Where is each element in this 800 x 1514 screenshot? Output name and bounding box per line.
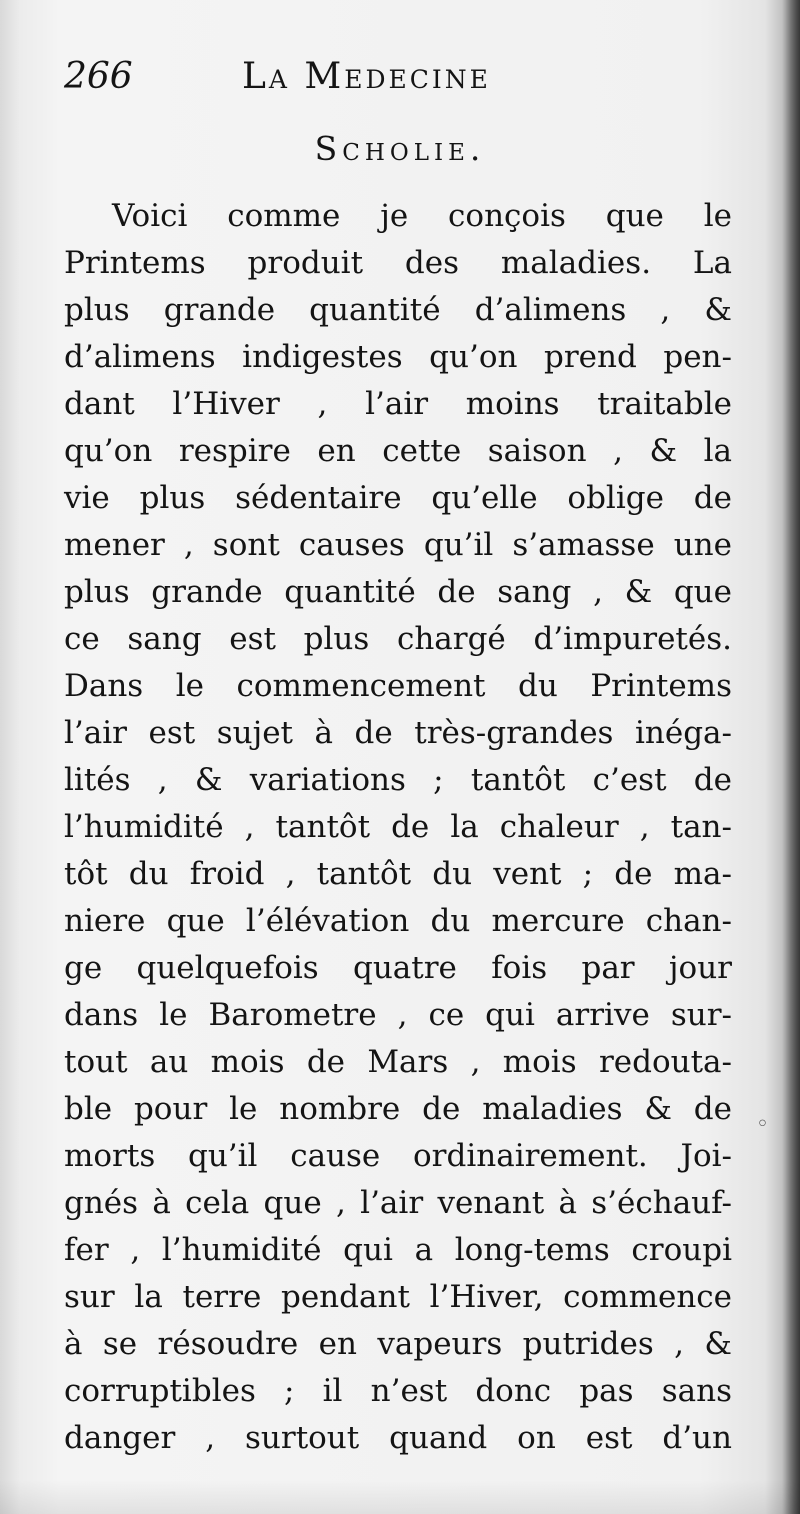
text-line: Dans le commencement du Printems [64,668,732,704]
text-line: mener , sont causes qu’il s’amasse une [64,527,732,563]
text-line: ble pour le nombre de maladies & de [64,1091,732,1127]
text-line: Voici comme je conçois que le [112,198,732,234]
text-line: Printems produit des maladies. La [64,245,732,281]
text-line: dans le Barometre , ce qui arrive sur- [64,997,732,1033]
text-line: à se résoudre en vapeurs putrides , & [64,1326,732,1362]
section-title: Scholie. [314,129,486,168]
page-header [64,54,724,104]
text-line: niere que l’élévation du mercure chan- [64,903,732,939]
text-line: dant l’Hiver , l’air moins traitable [64,386,732,422]
text-line: d’alimens indigestes qu’on prend pen- [64,339,732,375]
bottom-shadow [0,1480,800,1514]
text-line: corruptibles ; il n’est donc pas sans [64,1373,732,1409]
text-line: fer , l’humidité qui a long-tems croupi [64,1232,732,1268]
text-line: sur la terre pendant l’Hiver, commence [64,1279,732,1315]
text-line: l’humidité , tantôt de la chaleur , tan- [64,809,732,845]
page-number: 266 [64,56,133,97]
page-edge-shadow [782,0,800,1514]
text-line: gnés à cela que , l’air venant à s’échauf- [64,1185,732,1221]
text-line: l’air est sujet à de très-grandes inéga- [64,715,732,751]
text-line: lités , & variations ; tantôt c’est de [64,762,732,798]
text-line: ge quelquefois quatre fois par jour [64,950,732,986]
text-line: ce sang est plus chargé d’impuretés. [64,621,732,657]
text-line: morts qu’il cause ordinairement. Joi- [64,1138,732,1174]
text-line: plus grande quantité d’alimens , & [64,292,732,328]
text-line: plus grande quantité de sang , & que [64,574,732,610]
text-line: tout au mois de Mars , mois redouta- [64,1044,732,1080]
body-text [64,193,732,1462]
text-line: qu’on respire en cette saison , & la [64,433,732,469]
text-line: tôt du froid , tantôt du vent ; de ma- [64,856,732,892]
text-line: vie plus sédentaire qu’elle oblige de [64,480,732,516]
ink-speck: ◦ [756,1112,769,1137]
text-line: danger , surtout quand on est d’un [64,1420,732,1456]
running-head: La Medecine [242,56,491,97]
